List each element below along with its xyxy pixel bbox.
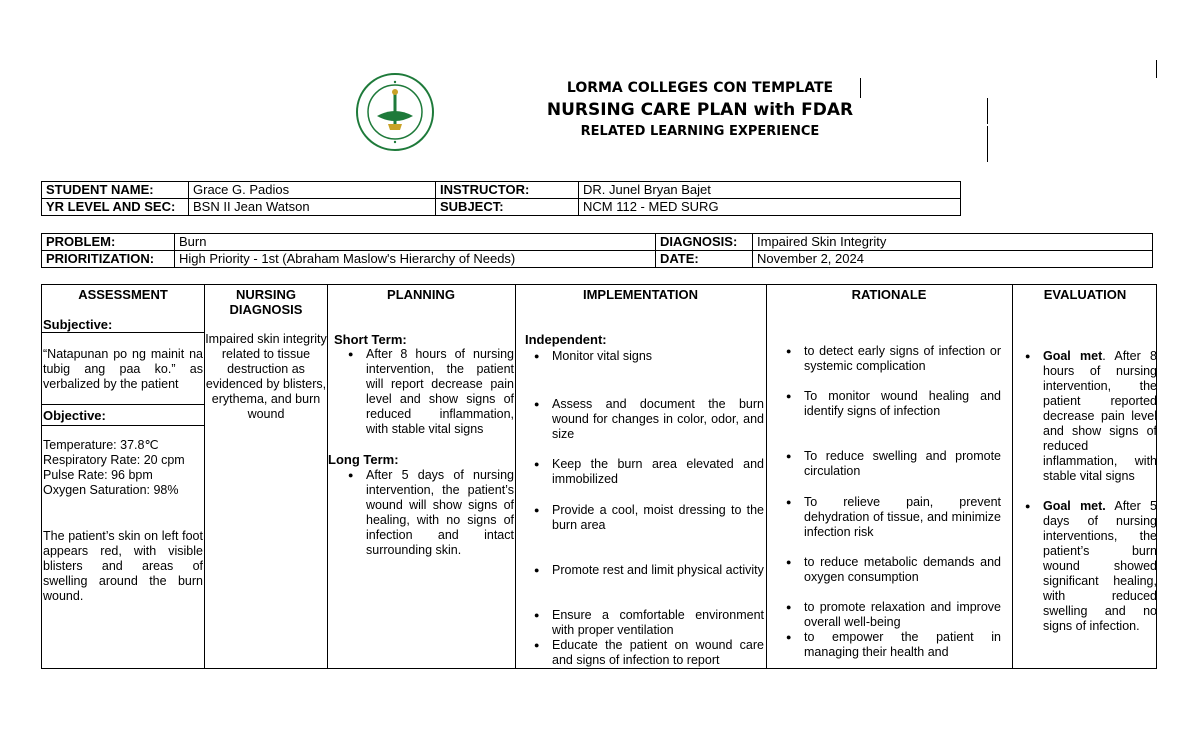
prioritization-value: High Priority - 1st (Abraham Maslow's Hierarchy of Needs): [175, 251, 656, 268]
lorma-logo: [355, 72, 435, 152]
implementation-item-2: ● Assess and document the burn wound for changes in color, odor, and size: [534, 397, 764, 442]
short-term-list: [348, 347, 514, 437]
instructor-label: INSTRUCTOR:: [436, 182, 579, 199]
yr-level-value: BSN II Jean Watson: [189, 199, 436, 216]
problem-label: PROBLEM:: [42, 234, 175, 251]
implementation-item-7: ● Educate the patient on wound care and signs of infection to report: [534, 638, 764, 668]
long-term-label: Long Term:: [328, 452, 399, 467]
student-name-label: STUDENT NAME:: [42, 182, 189, 199]
subjective-label: Subjective:: [43, 317, 113, 332]
long-term-goal: ● After 5 days of nursing intervention, the patient’s wound will show signs of healing, with no signs of infection and intact surrounding skin.: [348, 468, 514, 558]
short-term-goal: ● After 8 hours of nursing intervention, the patient will report decrease pain level and show signs of reduced inflammation, with stable vital signs: [348, 347, 514, 437]
implementation-header: IMPLEMENTATION: [582, 287, 699, 302]
rationale-item-5: ● to reduce metabolic demands and oxygen consumption: [786, 555, 1001, 585]
instructor-value: DR. Junel Bryan Bajet: [579, 182, 961, 199]
goal-1-text: . After 8 hours of nursing intervention, the patient reported decrease pain level and show signs of reduced inflammation, with stable vital signs: [1043, 349, 1157, 483]
cursor-mark: [987, 98, 988, 124]
subject-value: NCM 112 - MED SURG: [579, 199, 961, 216]
independent-label: Independent:: [525, 332, 607, 347]
problem-value: Burn: [175, 234, 656, 251]
evaluation-header: EVALUATION: [1043, 287, 1127, 302]
rationale-item-4: ● To relieve pain, prevent dehydration of tissue, and minimize infection risk: [786, 495, 1001, 540]
skin-observation: The patient’s skin on left foot appears red, with visible blisters and areas of swelling around the burn wound.: [43, 529, 203, 603]
nursing-diagnosis-text: Impaired skin integrity related to tissue destruction as evidenced by blisters, erythema, and burn wound: [205, 332, 327, 421]
cursor-mark: [987, 126, 988, 162]
objective-rule-top: [42, 404, 204, 405]
assessment-header: ASSESSMENT: [78, 287, 168, 302]
cursor-mark: [1156, 60, 1157, 78]
student-name-value: Grace G. Padios: [189, 182, 436, 199]
vital-respiratory-rate: Respiratory Rate: 20 cpm: [43, 453, 185, 467]
date-value: November 2, 2024: [753, 251, 1153, 268]
rationale-header: RATIONALE: [851, 287, 927, 302]
care-plan-title: NURSING CARE PLAN with FDAR: [546, 100, 854, 120]
vital-temperature: Temperature: 37.8℃: [43, 438, 159, 452]
yr-level-label: YR LEVEL AND SEC:: [42, 199, 189, 216]
implementation-item-6: ● Ensure a comfortable environment with proper ventilation: [534, 608, 764, 638]
rationale-item-7: ● to empower the patient in managing their health and: [786, 630, 1001, 660]
evaluation-goal-1: [1025, 349, 1157, 484]
long-term-list: [348, 468, 514, 558]
evaluation-goal-2: [1025, 499, 1157, 634]
short-term-label: Short Term:: [334, 332, 407, 347]
rationale-item-1: ● to detect early signs of infection or systemic complication: [786, 344, 1001, 374]
implementation-item-3: ● Keep the burn area elevated and immobilized: [534, 457, 764, 487]
subjective-rule: [42, 332, 204, 333]
objective-label: Objective:: [43, 408, 106, 423]
goal-1-label: Goal met: [1043, 349, 1103, 363]
goal-2-text: After 5 days of nursing interventions, the patient’s burn wound showed significant healing, with reduced swelling and no signs of infection.: [1043, 499, 1157, 633]
rle-title: RELATED LEARNING EXPERIENCE: [580, 124, 820, 139]
planning-header: PLANNING: [387, 287, 455, 302]
goal-2-label: Goal met.: [1043, 499, 1106, 513]
vital-pulse-rate: Pulse Rate: 96 bpm: [43, 468, 153, 482]
rationale-item-3: ● To reduce swelling and promote circulation: [786, 449, 1001, 479]
subject-label: SUBJECT:: [436, 199, 579, 216]
diagnosis-value: Impaired Skin Integrity: [753, 234, 1153, 251]
student-info-table: [41, 181, 961, 216]
vital-signs: [43, 438, 203, 498]
cursor-mark: [860, 78, 861, 98]
nursing-diagnosis-header-line2: DIAGNOSIS: [229, 302, 303, 317]
nursing-diagnosis-header-line1: NURSING: [236, 287, 296, 302]
prioritization-label: PRIORITIZATION:: [42, 251, 175, 268]
rationale-item-6: ● to promote relaxation and improve overall well-being: [786, 600, 1001, 630]
date-label: DATE:: [656, 251, 753, 268]
template-title: LORMA COLLEGES CON TEMPLATE: [566, 80, 834, 96]
implementation-item-5: ● Promote rest and limit physical activity: [534, 563, 764, 578]
rationale-item-2: ● To monitor wound healing and identify signs of infection: [786, 389, 1001, 419]
subjective-text: “Natapunan po ng mainit na tubig ang paa ko.” as verbalized by the patient: [43, 347, 203, 391]
diagnosis-label: DIAGNOSIS:: [656, 234, 753, 251]
implementation-item-4: ● Provide a cool, moist dressing to the burn area: [534, 503, 764, 533]
objective-rule-bottom: [42, 425, 204, 426]
care-plan-grid: [41, 284, 1157, 669]
problem-info-table: [41, 233, 1153, 268]
vital-oxygen-saturation: Oxygen Saturation: 98%: [43, 483, 179, 497]
implementation-item-1: ● Monitor vital signs: [534, 349, 764, 364]
